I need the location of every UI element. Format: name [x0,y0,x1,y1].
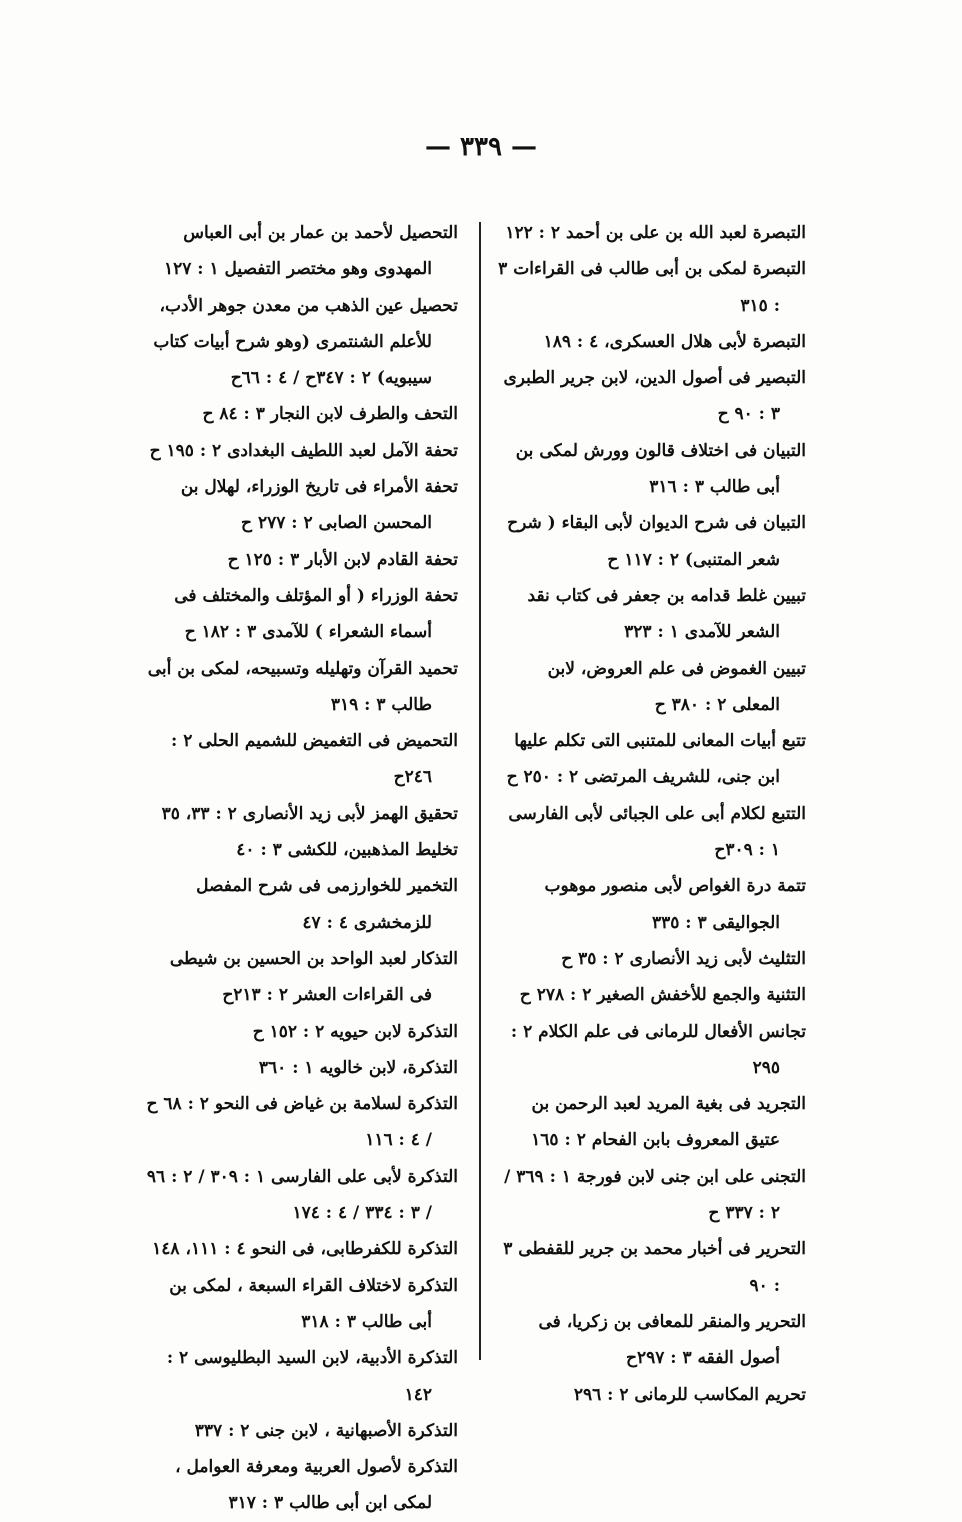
index-entry: التذكرة لأبى على الفارسى ١ : ٣٠٩ / ٢ : ٩٦ / ٣ : ٣٣٤ / ٤ : ١٧٤ [146,1166,458,1224]
index-entry: التحرير فى أخبار محمد بن جرير للقفطى ٣ : ٩٠ [503,1239,806,1296]
index-entry: التذكرة لسلامة بن غياض فى النحو ٢ : ٦٨ ح / ٤ : ١١٦ [146,1094,458,1151]
index-entry: تحفة الأمراء فى تاريخ الوزراء، لهلال بن المحسن الصابى ٢ : ٢٧٧ ح [180,477,458,534]
left-column [144,215,458,1522]
index-entry: التبيان فى اختلاف قالون وورش لمكى بن أبى طالب ٣ : ٣١٦ [515,440,806,498]
index-entry: تحفة الوزراء ( أو المؤتلف والمختلف فى أسماء الشعراء ) للآمدى ٣ : ١٨٢ ح [174,585,458,643]
index-entry: التذكرة الأدبية، لابن السيد البطليوسى ٢ : ١٤٢ [166,1348,458,1405]
index-entry: التبصرة لمكى بن أبى طالب فى القراءات ٣ : ٣١٥ [498,259,806,316]
index-entry: تتمة درة الغواص لأبى منصور موهوب الجواليقى ٣ : ٣٣٥ [544,876,806,933]
index-entry: التذكار لعبد الواحد بن الحسين بن شيطى فى القراءات العشر ٢ : ٢١٣ح [169,948,458,1006]
index-entry: التجريد فى بغية المريد لعبد الرحمن بن عتيق المعروف بابن الفحام ٢ : ١٦٥ [531,1094,806,1151]
index-entry: تحريم المكاسب للرمانى ٢ : ٢٩٦ [573,1384,806,1405]
index-entry: التذكرة لاختلاف القراء السبعة ، لمكى بن أبى طالب ٣ : ٣١٨ [169,1275,458,1332]
index-entry: التذكرة الأصبهانية ، لابن جنى ٢ : ٣٣٧ [194,1420,458,1441]
index-entry: التحميض فى التغميض للشميم الحلى ٢ : ٢٤٦ح [171,731,458,788]
index-entry: التبصير فى أصول الدين، لابن جرير الطبرى ٣ : ٩٠ ح [503,368,806,425]
index-entry: تبيين غلط قدامه بن جعفر فى كتاب نقد الشعر للآمدى ١ : ٣٢٣ [527,585,806,643]
index-entry: التذكرة للكفرطابى، فى النحو ٤ : ١١١، ١٤٨ [152,1239,458,1260]
index-entry: التبصرة لعبد الله بن على بن أحمد ٢ : ١٢٢ [505,223,806,243]
index-entry: التحصيل لأحمد بن عمار بن أبى العباس المهدوى وهو مختصر التفصيل ١ : ١٢٧ [163,223,458,280]
index-entry: التجنى على ابن جنى لابن فورجة ١ : ٣٦٩ / ٢ : ٣٣٧ ح [504,1166,806,1224]
index-entry: التحف والطرف لابن النجار ٣ : ٨٤ ح [202,404,458,425]
index-entry: التثليث لأبى زيد الأنصارى ٢ : ٣٥ ح [561,948,806,969]
index-entry: تبيين الغموض فى علم العروض، لابن المعلى ٢ : ٣٨٠ ح [547,658,806,715]
index-entry: التحرير والمنقر للمعافى بن زكريا، فى أصول الفقه ٣ : ٢٩٧ح [538,1311,806,1369]
index-entry: تتبع أبيات المعانى للمتنبى التى تكلم عليها ابن جنى، للشريف المرتضى ٢ : ٢٥٠ ح [506,731,806,788]
index-entry: تحصيل عين الذهب من معدن جوهر الأدب، للأعلم الشنتمرى (وهو شرح أبيات كتاب سيبويه) ٢ : ٣٤٧ح / ٤ : ٦٦ح [153,295,458,389]
index-entry: تجانس الأفعال للرمانى فى علم الكلام ٢ : ٢٩٥ [510,1021,806,1078]
index-entry: التبيان فى شرح الديوان لأبى البقاء ( شرح شعر المتنبى) ٢ : ١١٧ ح [507,513,806,570]
index-entry: تخليط المذهبين، للكشى ٣ : ٤٠ [236,840,458,861]
index-entry: التبصرة لأبى هلال العسكرى، ٤ : ١٨٩ [543,331,806,352]
index-entry: تحفة الآمل لعبد اللطيف البغدادى ٢ : ١٩٥ ح [149,440,458,461]
index-entry: تحميد القرآن وتهليله وتسبيحه، لمكى بن أبى طالب ٣ : ٣١٩ [147,658,458,715]
right-column [494,215,806,1413]
index-entry: التذكرة لأصول العربية ومعرفة العوامل ، لمكى ابن أبى طالب ٣ : ٣١٧ [175,1457,458,1514]
index-entry: التخمير للخوارزمى فى شرح المفصل للزمخشرى ٤ : ٤٧ [196,876,458,933]
index-entry: التذكرة، لابن خالويه ١ : ٣٦٠ [258,1057,458,1078]
index-entry: التتبع لكلام أبى على الجبائى لأبى الفارسى ١ : ٣٠٩ح [508,803,806,861]
column-divider [479,222,481,1360]
index-entry: تحقيق الهمز لأبى زيد الأنصارى ٢ : ٣٣، ٣٥ [161,803,458,824]
page-number: — ٣٣٩ — [424,132,538,162]
index-entry: التثنية والجمع للأخفش الصغير ٢ : ٢٧٨ ح [519,985,806,1006]
index-entry: تحفة القادم لابن الأبار ٣ : ١٢٥ ح [227,549,458,570]
index-entry: التذكرة لابن حيويه ٢ : ١٥٢ ح [252,1021,458,1042]
